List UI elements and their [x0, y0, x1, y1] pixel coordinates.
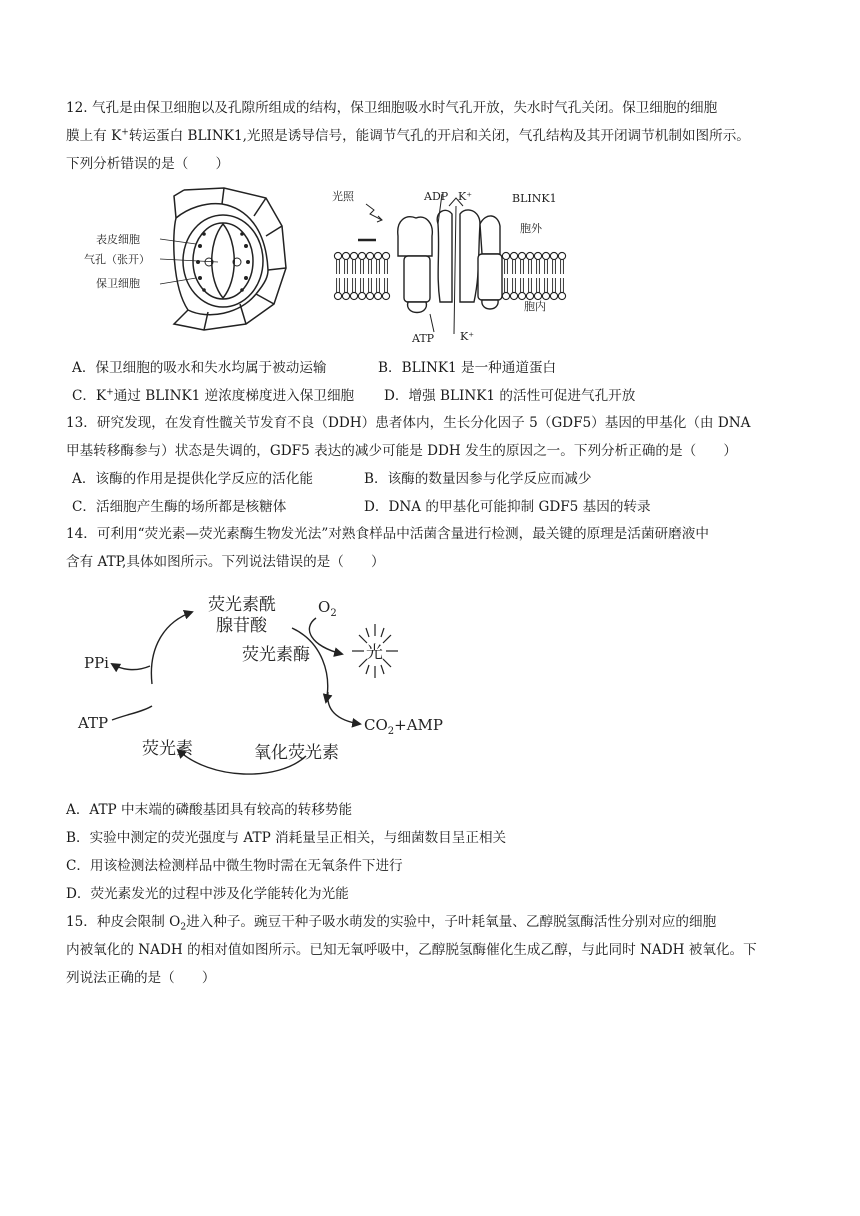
q13-option-d: D．DNA 的甲基化可能抑制 GDF5 基因的转录	[364, 499, 651, 515]
q14-option-c: C．用该检测法检测样品中微生物时需在无氧条件下进行	[66, 858, 403, 874]
lipid-head	[502, 252, 509, 259]
q13-option-a: A．该酶的作用是提供化学反应的活化能	[72, 471, 313, 487]
q12-option-c	[72, 386, 354, 406]
q14-option-d: D．荧光素发光的过程中涉及化学能转化为光能	[66, 886, 349, 902]
lipid-head	[350, 252, 357, 259]
lipid-head	[382, 252, 389, 259]
q12-line2-b: 转运蛋白 BLINK1,光照是诱导信号，能调节气孔的开启和关闭，气孔结构及其开闭调节机制如图所示。	[128, 128, 750, 144]
lipid-head	[558, 292, 565, 299]
luciferin-cycle-figure	[70, 588, 470, 784]
label-light: 光照	[332, 190, 354, 203]
lipid-head	[542, 292, 549, 299]
lipid-head	[374, 252, 381, 259]
q14-option-b: B．实验中测定的荧光强度与 ATP 消耗量呈正相关，与细菌数目呈正相关	[66, 830, 507, 846]
lipid-head	[526, 292, 533, 299]
label-blink1: BLINK1	[512, 192, 557, 205]
label-k-top: K⁺	[458, 190, 473, 203]
lipid-head	[510, 292, 517, 299]
label-adp: ADP	[424, 190, 449, 203]
lipid-head	[358, 292, 365, 299]
lipid-head	[342, 252, 349, 259]
label-o2: $O_2$	[318, 598, 337, 619]
q12-option-a: A．保卫细胞的吸水和失水均属于被动运输	[72, 360, 327, 376]
lipid-head	[542, 252, 549, 259]
label-stoma-open: 气孔（张开）	[84, 253, 150, 266]
lipid-head	[558, 252, 565, 259]
q12-stem-line1: 12. 气孔是由保卫细胞以及孔隙所组成的结构，保卫细胞吸水时气孔开放，失水时气孔关闭。保卫细胞的细胞	[66, 100, 718, 116]
lipid-head	[358, 252, 365, 259]
lipid-head	[550, 292, 557, 299]
q12-option-b: B．BLINK1 是一种通道蛋白	[378, 360, 557, 376]
stomata-figure	[84, 186, 296, 334]
label-atp: ATP	[412, 332, 435, 345]
q13-option-c: C．活细胞产生酶的场所都是核糖体	[72, 499, 287, 515]
label-luciferyl-adenylate-2: 腺苷酸	[216, 616, 267, 636]
q15-line1-b: 进入种子。豌豆干种子吸水萌发的实验中，子叶耗氧量、乙醇脱氢酶活性分别对应的细胞	[186, 914, 717, 930]
label-k-bottom: K⁺	[460, 330, 475, 343]
label-outside: 胞外	[520, 222, 542, 235]
q12-optc-b: 通过 BLINK1 逆浓度梯度进入保卫细胞	[113, 388, 355, 404]
lipid-head	[510, 252, 517, 259]
q12-line2-sup: +	[121, 127, 129, 138]
lipid-head	[550, 252, 557, 259]
q15-stem-line2: 内被氧化的 NADH 的相对值如图所示。已知无氧呼吸中，乙醇脱氢酶催化生成乙醇，与此同时 NADH 被氧化。下	[66, 942, 757, 958]
q14-option-a: A．ATP 中末端的磷酸基团具有较高的转移势能	[66, 802, 353, 818]
label-co2-amp: $CO_2+AMP$	[364, 716, 444, 737]
lipid-head	[502, 292, 509, 299]
lipid-head	[350, 292, 357, 299]
q14-stem-line1: 14．可利用“荧光素—荧光素酶生物发光法”对熟食样品中活菌含量进行检测，最关键的原理是活菌研磨液中	[66, 526, 709, 542]
q12-optc-a: C．K	[72, 388, 107, 404]
label-atp-input: ATP	[78, 714, 109, 732]
label-epidermal-cell: 表皮细胞	[96, 233, 140, 246]
q12-stem-line3: 下列分析错误的是（ ）	[66, 156, 230, 172]
lipid-head	[366, 292, 373, 299]
lipid-head	[342, 292, 349, 299]
lipid-head	[334, 252, 341, 259]
blink1-right-half	[460, 210, 480, 302]
lipid-head	[334, 292, 341, 299]
q15-line1-sub: 2	[180, 922, 187, 933]
q13-option-b: B．该酶的数量因参与化学反应而减少	[364, 471, 592, 487]
q13-stem-line1: 13．研究发现，在发育性髋关节发育不良（DDH）患者体内，生长分化因子 5（GDF5）基因的甲基化（由 DNA	[66, 415, 751, 431]
label-luciferyl-adenylate-1: 荧光素酰	[208, 595, 276, 615]
q15-stem-line3: 列说法正确的是（ ）	[66, 970, 216, 986]
label-luciferase: 荧光素酶	[242, 645, 310, 665]
q14-stem-line2: 含有 ATP,具体如图所示。下列说法错误的是（ ）	[66, 554, 385, 570]
q15-stem-line1	[66, 912, 716, 932]
blink1-figure	[330, 184, 570, 346]
lipid-head	[518, 292, 525, 299]
pump-protein	[398, 217, 433, 256]
label-oxyluciferin: 氧化荧光素	[254, 743, 339, 763]
q12-option-d: D．增强 BLINK1 的活性可促进气孔开放	[384, 388, 636, 404]
lipid-head	[366, 252, 373, 259]
lipid-head	[382, 292, 389, 299]
q12-optc-sup: +	[106, 387, 114, 398]
label-guard-cell: 保卫细胞	[96, 277, 140, 290]
lipid-head	[374, 292, 381, 299]
blink1-left-half	[437, 210, 452, 302]
lipid-head	[526, 252, 533, 259]
lipid-head	[518, 252, 525, 259]
label-light-emission: 光	[366, 643, 383, 663]
lipid-head	[534, 292, 541, 299]
q12-line2-a: 膜上有 K	[66, 128, 122, 144]
lipid-head	[534, 252, 541, 259]
label-inside: 胞内	[524, 300, 546, 313]
q13-stem-line2: 甲基转移酶参与）状态是失调的，GDF5 表达的减少可能是 DDH 发生的原因之一。下列分析正确的是（ ）	[66, 443, 737, 459]
q15-line1-a: 15．种皮会限制 O	[66, 914, 181, 930]
label-ppi: PPi	[84, 654, 109, 672]
label-luciferin: 荧光素	[142, 739, 193, 759]
q12-stem-line2	[66, 126, 750, 146]
